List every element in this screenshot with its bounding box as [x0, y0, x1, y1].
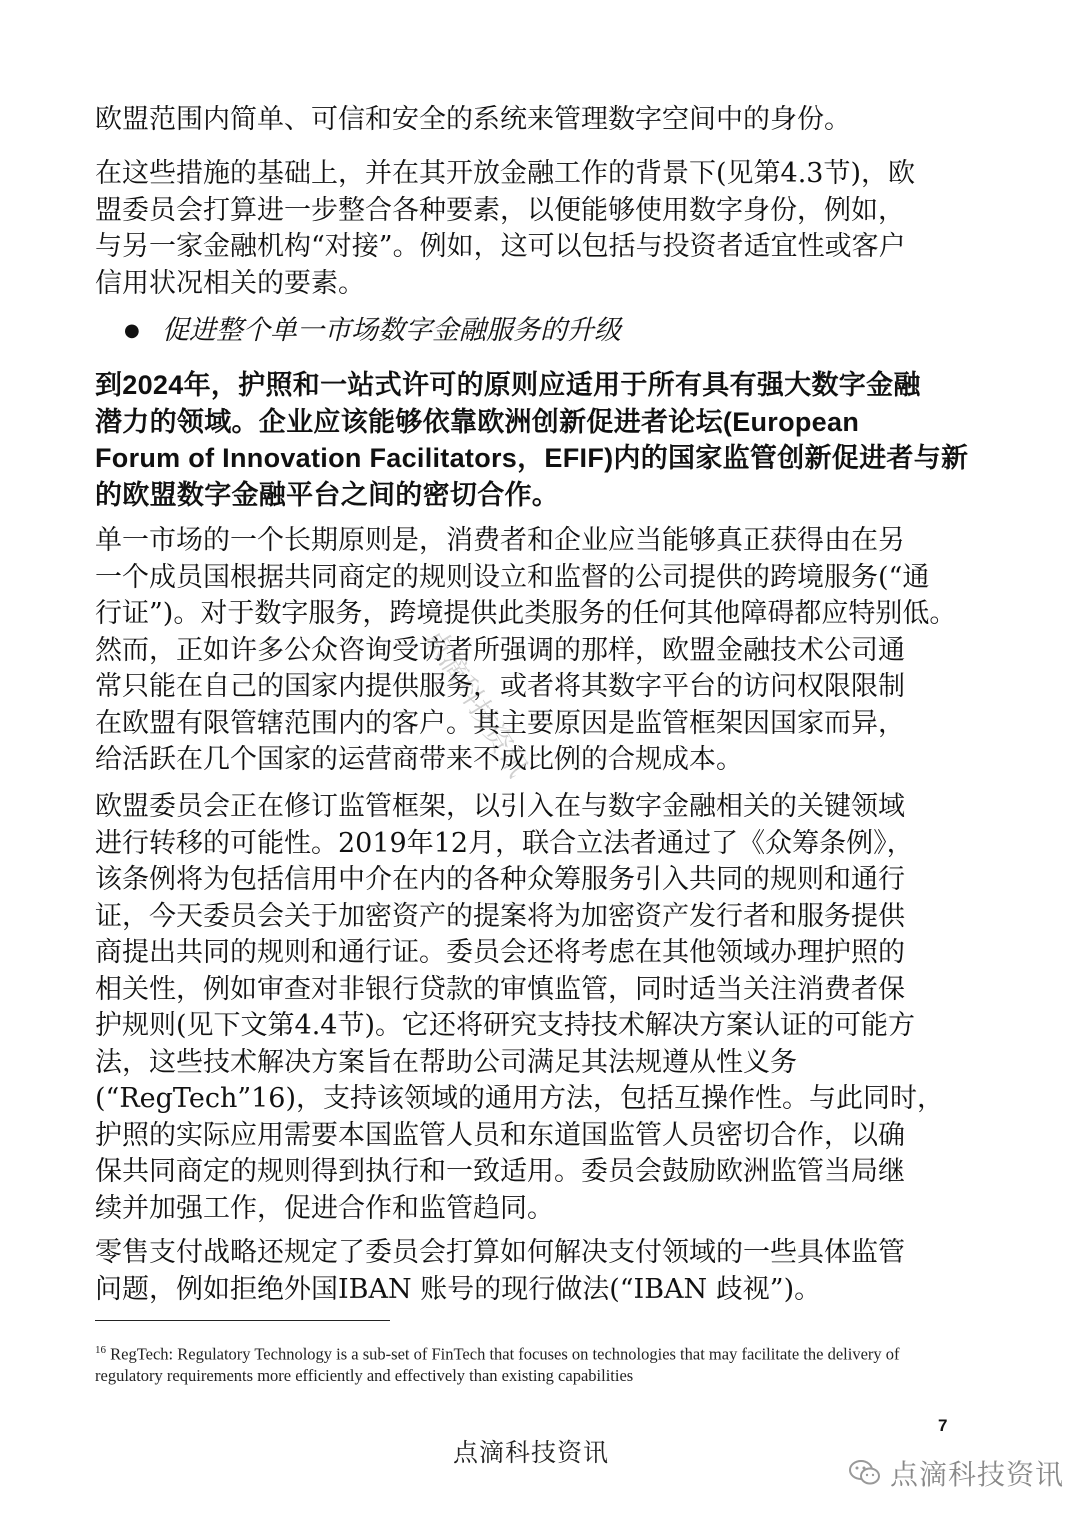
bullet-dot-icon: ●	[124, 320, 140, 341]
watermark: 点滴科技资讯	[417, 622, 535, 783]
paragraph-identity	[95, 102, 990, 139]
text-line: 信用状况相关的要素。	[95, 267, 365, 299]
text-line: 欧盟范围内简单、可信和安全的系统来管理数字空间中的身份。	[95, 104, 851, 135]
wechat-brand	[848, 1453, 1064, 1493]
text-line: 单一市场的一个长期原则是，消费者和企业应当能够真正获得由在另	[95, 525, 905, 556]
text-line: 行证”)。对于数字服务，跨境提供此类服务的任何其他障碍都应特别低。	[95, 598, 957, 629]
text-line: 零售支付战略还规定了委员会打算如何解决支付领域的一些具体监管	[95, 1237, 905, 1268]
text-line: 法，这些技术解决方案旨在帮助公司满足其法规遵从性义务	[95, 1046, 797, 1078]
text-line: 护规则(见下文第4.4节)。它还将研究支持技术解决方案认证的可能方	[95, 1010, 916, 1041]
paragraph-regulatory-framework	[95, 789, 990, 1227]
footnote	[95, 1340, 990, 1386]
paragraph-bold-objective	[95, 367, 990, 513]
paragraph-retail-payments	[95, 1235, 990, 1308]
text-line: 潜力的领域。企业应该能够依靠欧洲创新促进者论坛(European	[95, 406, 860, 437]
text-line: 然而，正如许多公众咨询受访者所强调的那样，欧盟金融技术公司通	[95, 634, 905, 666]
text-line: 续并加强工作，促进合作和监管趋同。	[95, 1192, 554, 1224]
text-line: 与另一家金融机构“对接”。例如，这可以包括与投资者适宜性或客户	[95, 231, 906, 262]
text-line: 在欧盟有限管辖范围内的客户。其主要原因是监管框架因国家而异，	[95, 707, 905, 739]
text-line: 盟委员会打算进一步整合各种要素，以便能够使用数字身份，例如，	[95, 194, 905, 226]
text-line: 护照的实际应用需要本国监管人员和东道国监管人员密切合作，以确	[95, 1119, 905, 1151]
text-line: 证，今天委员会关于加密资产的提案将为加密资产发行者和服务提供	[95, 900, 905, 932]
footnote-number: 16	[95, 1344, 106, 1356]
text-line: 到2024年，护照和一站式许可的原则应适用于所有具有强大数字金融	[95, 370, 921, 400]
text-line: 常只能在自己的国家内提供服务，或者将其数字平台的访问权限限制	[95, 671, 905, 702]
footnote-text: RegTech: Regulatory Technology is a sub-set of FinTech that focuses on technologies that may facilitate the delivery of	[110, 1344, 900, 1364]
text-line: 在这些措施的基础上，并在其开放金融工作的背景下(见第4.3节)，欧	[95, 158, 916, 189]
text-line: 该条例将为包括信用中介在内的各种众筹服务引入共同的规则和通行	[95, 864, 905, 895]
text-line: 的欧盟数字金融平台之间的密切合作。	[95, 479, 560, 510]
text-line: 保共同商定的规则得到执行和一致适用。委员会鼓励欧洲监管当局继	[95, 1156, 905, 1187]
wechat-icon	[848, 1458, 882, 1488]
text-line: 问题，例如拒绝外国IBAN 账号的现行做法(“IBAN 歧视”)。	[95, 1273, 822, 1305]
text-line: 欧盟委员会正在修订监管框架，以引入在与数字金融相关的关键领域	[95, 791, 905, 822]
paragraph-single-market	[95, 523, 990, 779]
text-line: Forum of Innovation Facilitators，EFIF)内的国家监管创新促进者与新	[95, 443, 969, 473]
footnote-line: regulatory requirements more efficiently and effectively than existing capabilities	[95, 1365, 634, 1385]
footnote-divider	[95, 1320, 390, 1321]
page-footer: 点滴科技资讯	[453, 1438, 610, 1467]
brand-name: 点滴科技资讯	[890, 1458, 1065, 1491]
text-line: 给活跃在几个国家的运营商带来不成比例的合规成本。	[95, 744, 743, 775]
bullet-heading-text: 促进整个单一市场数字金融服务的升级	[162, 315, 621, 346]
text-line: 相关性，例如审查对非银行贷款的审慎监管，同时适当关注消费者保	[95, 973, 905, 1005]
paragraph-open-finance	[95, 156, 990, 302]
text-line: 商提出共同的规则和通行证。委员会还将考虑在其他领域办理护照的	[95, 937, 905, 968]
text-line: 一个成员国根据共同商定的规则设立和监督的公司提供的跨境服务(“通	[95, 561, 930, 593]
text-line: 进行转移的可能性。2019年12月，联合立法者通过了《众筹条例》，	[95, 827, 914, 859]
page-number: 7	[938, 1416, 948, 1435]
footnote-line	[95, 1340, 990, 1365]
text-line: (“RegTech”16)，支持该领域的通用方法，包括互操作性。与此同时，	[95, 1083, 945, 1114]
